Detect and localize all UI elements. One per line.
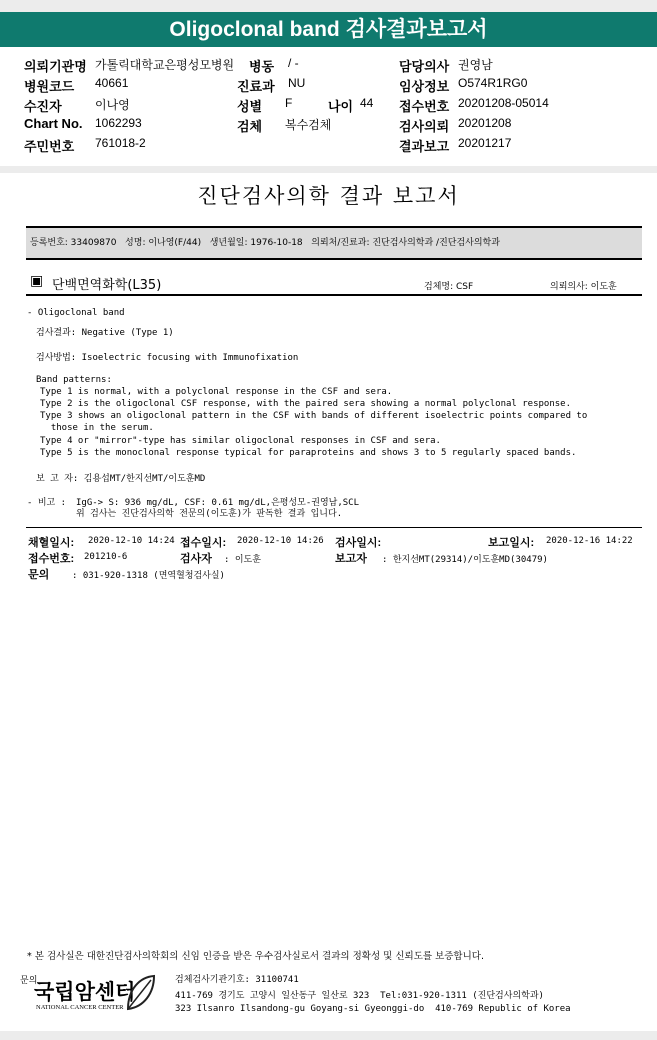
section-header [26, 273, 642, 296]
receipt-time-label: 접수일시: [180, 537, 227, 549]
collection-time-label: 채혈일시: [28, 537, 75, 549]
label-accession-number: 접수번호 [399, 99, 450, 114]
value-accession-number: 20201208-05014 [458, 96, 549, 110]
institution-number: 검체검사기관기호: 31100741 [175, 975, 299, 985]
value-clinical-info: O574R1RG0 [458, 76, 528, 90]
value-chart-no: 1062293 [95, 116, 142, 130]
label-hospital-code: 병원코드 [24, 79, 75, 94]
band-patterns-title: Band patterns: [36, 375, 112, 385]
label-age: 나이 [328, 99, 354, 114]
label-report-date: 결과보고 [399, 139, 450, 154]
patient-info-bar [26, 226, 642, 260]
value-patient: 이나영 [95, 98, 130, 112]
value-department: NU [288, 76, 306, 90]
label-resident-number: 주민번호 [24, 139, 75, 154]
requesting-doctor: 의뢰의사: 이도훈 [550, 282, 617, 292]
label-attending-doctor: 담당의사 [399, 59, 450, 74]
report-time-label: 보고일시: [488, 537, 535, 549]
test-method: 검사방법: Isoelectric focusing with Immunofixation [36, 353, 299, 363]
label-chart-no: Chart No. [24, 116, 83, 131]
band-pattern-line: Type 3 shows an oligoclonal pattern in the CSF with bands of different isoelectric points compared to [40, 411, 588, 421]
section-marker-icon: ▣ [30, 273, 44, 289]
label-specimen: 검체 [237, 119, 263, 134]
label-department: 진료과 [237, 79, 275, 94]
value-specimen: 복수검체 [285, 118, 332, 132]
collection-time: 2020-12-10 14:24 [88, 536, 175, 546]
footer-divider [26, 527, 642, 528]
band-pattern-line: Type 5 is the monoclonal response typical for paraproteins and shows 3 to 5 regularly spaced bands. [40, 448, 577, 458]
reporter-line: 보 고 자: 김용섭MT/한지선MT/이도훈MD [36, 474, 206, 484]
label-patient: 수진자 [24, 99, 62, 114]
label-clinical-info: 임상정보 [399, 79, 450, 94]
inquiry-label: 문의 [28, 569, 50, 581]
band-pattern-line: those in the serum. [40, 423, 154, 433]
band-pattern-line: Type 4 or "mirror"-type has similar oligoclonal responses in CSF and sera. [40, 436, 441, 446]
receipt-time: 2020-12-10 14:26 [237, 536, 324, 546]
bottom-inquiry-label: 문의 [20, 976, 38, 986]
band-pattern-line: Type 2 is the oligoclonal CSF response, with the paired sera showing a normal polyclonal response. [40, 399, 572, 409]
value-ward: / - [288, 56, 299, 70]
test-result: 검사결과: Negative (Type 1) [36, 328, 174, 338]
value-requesting-institution: 가톨릭대학교은평성모병원 [95, 58, 235, 72]
reporters: : 한지선MT(29314)/이도훈MD(30479) [382, 555, 548, 565]
address-korean: 411-769 경기도 고양시 일산동구 일산로 323 Tel:031-920-1311 (진단검사의학과) [175, 991, 544, 1001]
value-sex: F [285, 96, 293, 110]
band-pattern-line: Type 1 is normal, with a polyclonal response in the CSF and sera. [40, 387, 393, 397]
remark-line: IgG-> S: 936 mg/dL, CSF: 0.61 mg/dL,은평성모-권영남,SCL [76, 498, 360, 508]
test-name: - Oligoclonal band [27, 308, 125, 318]
label-ward: 병동 [249, 59, 275, 74]
value-hospital-code: 40661 [95, 76, 129, 90]
value-request-date: 20201208 [458, 116, 512, 130]
tester-label: 검사자 [180, 553, 212, 565]
address-english: 323 Ilsanro Ilsandong-gu Goyang-si Gyeonggi-do 410-769 Republic of Korea [175, 1004, 571, 1014]
report-title: 진단검사의학 결과 보고서 [197, 184, 460, 208]
value-report-date: 20201217 [458, 136, 512, 150]
label-request-date: 검사의뢰 [399, 119, 450, 134]
report-time: 2020-12-16 14:22 [546, 536, 633, 546]
request-info-header [0, 47, 657, 166]
remark-line: 위 검사는 진단검사의학 전문의(이도훈)가 판독한 결과 입니다. [76, 509, 343, 519]
value-age: 44 [360, 96, 374, 110]
logo-subtext: NATIONAL CANCER CENTER [36, 1004, 124, 1011]
accession-number: 201210-6 [84, 552, 128, 562]
patient-info-text: 등록번호: 33409870 성명: 이나영(F/44) 생년월일: 1976-10-18 의뢰처/진료과: 진단검사의학과 /진단검사의학과 [30, 238, 500, 248]
section-title: 단백면역화학(L35) [52, 278, 162, 293]
value-attending-doctor: 권영남 [458, 58, 493, 72]
value-resident-number: 761018-2 [95, 136, 146, 150]
document-title: Oligoclonal band 검사결과보고서 [0, 12, 657, 47]
lab-report-page [0, 173, 657, 1031]
leaf-logo-icon [124, 973, 158, 1013]
test-time-label: 검사일시: [335, 537, 382, 549]
tester: : 이도훈 [224, 555, 261, 565]
inquiry-phone: : 031-920-1318 (면역혈청검사실) [72, 571, 225, 581]
remark-label: - 비고 : [27, 498, 67, 508]
accession-label: 접수번호: [28, 553, 75, 565]
certification-note: * 본 검사실은 대한진단검사의학회의 신임 인증을 받은 우수검사실로서 결과의 정확성 및 신뢰도를 보증합니다. [27, 951, 484, 962]
label-requesting-institution: 의뢰기관명 [24, 59, 87, 74]
specimen-name: 검체명: CSF [424, 282, 474, 292]
label-sex: 성별 [237, 99, 263, 114]
reporter-label: 보고자 [335, 553, 367, 565]
logo-text: 국립암센터 [34, 981, 136, 1004]
